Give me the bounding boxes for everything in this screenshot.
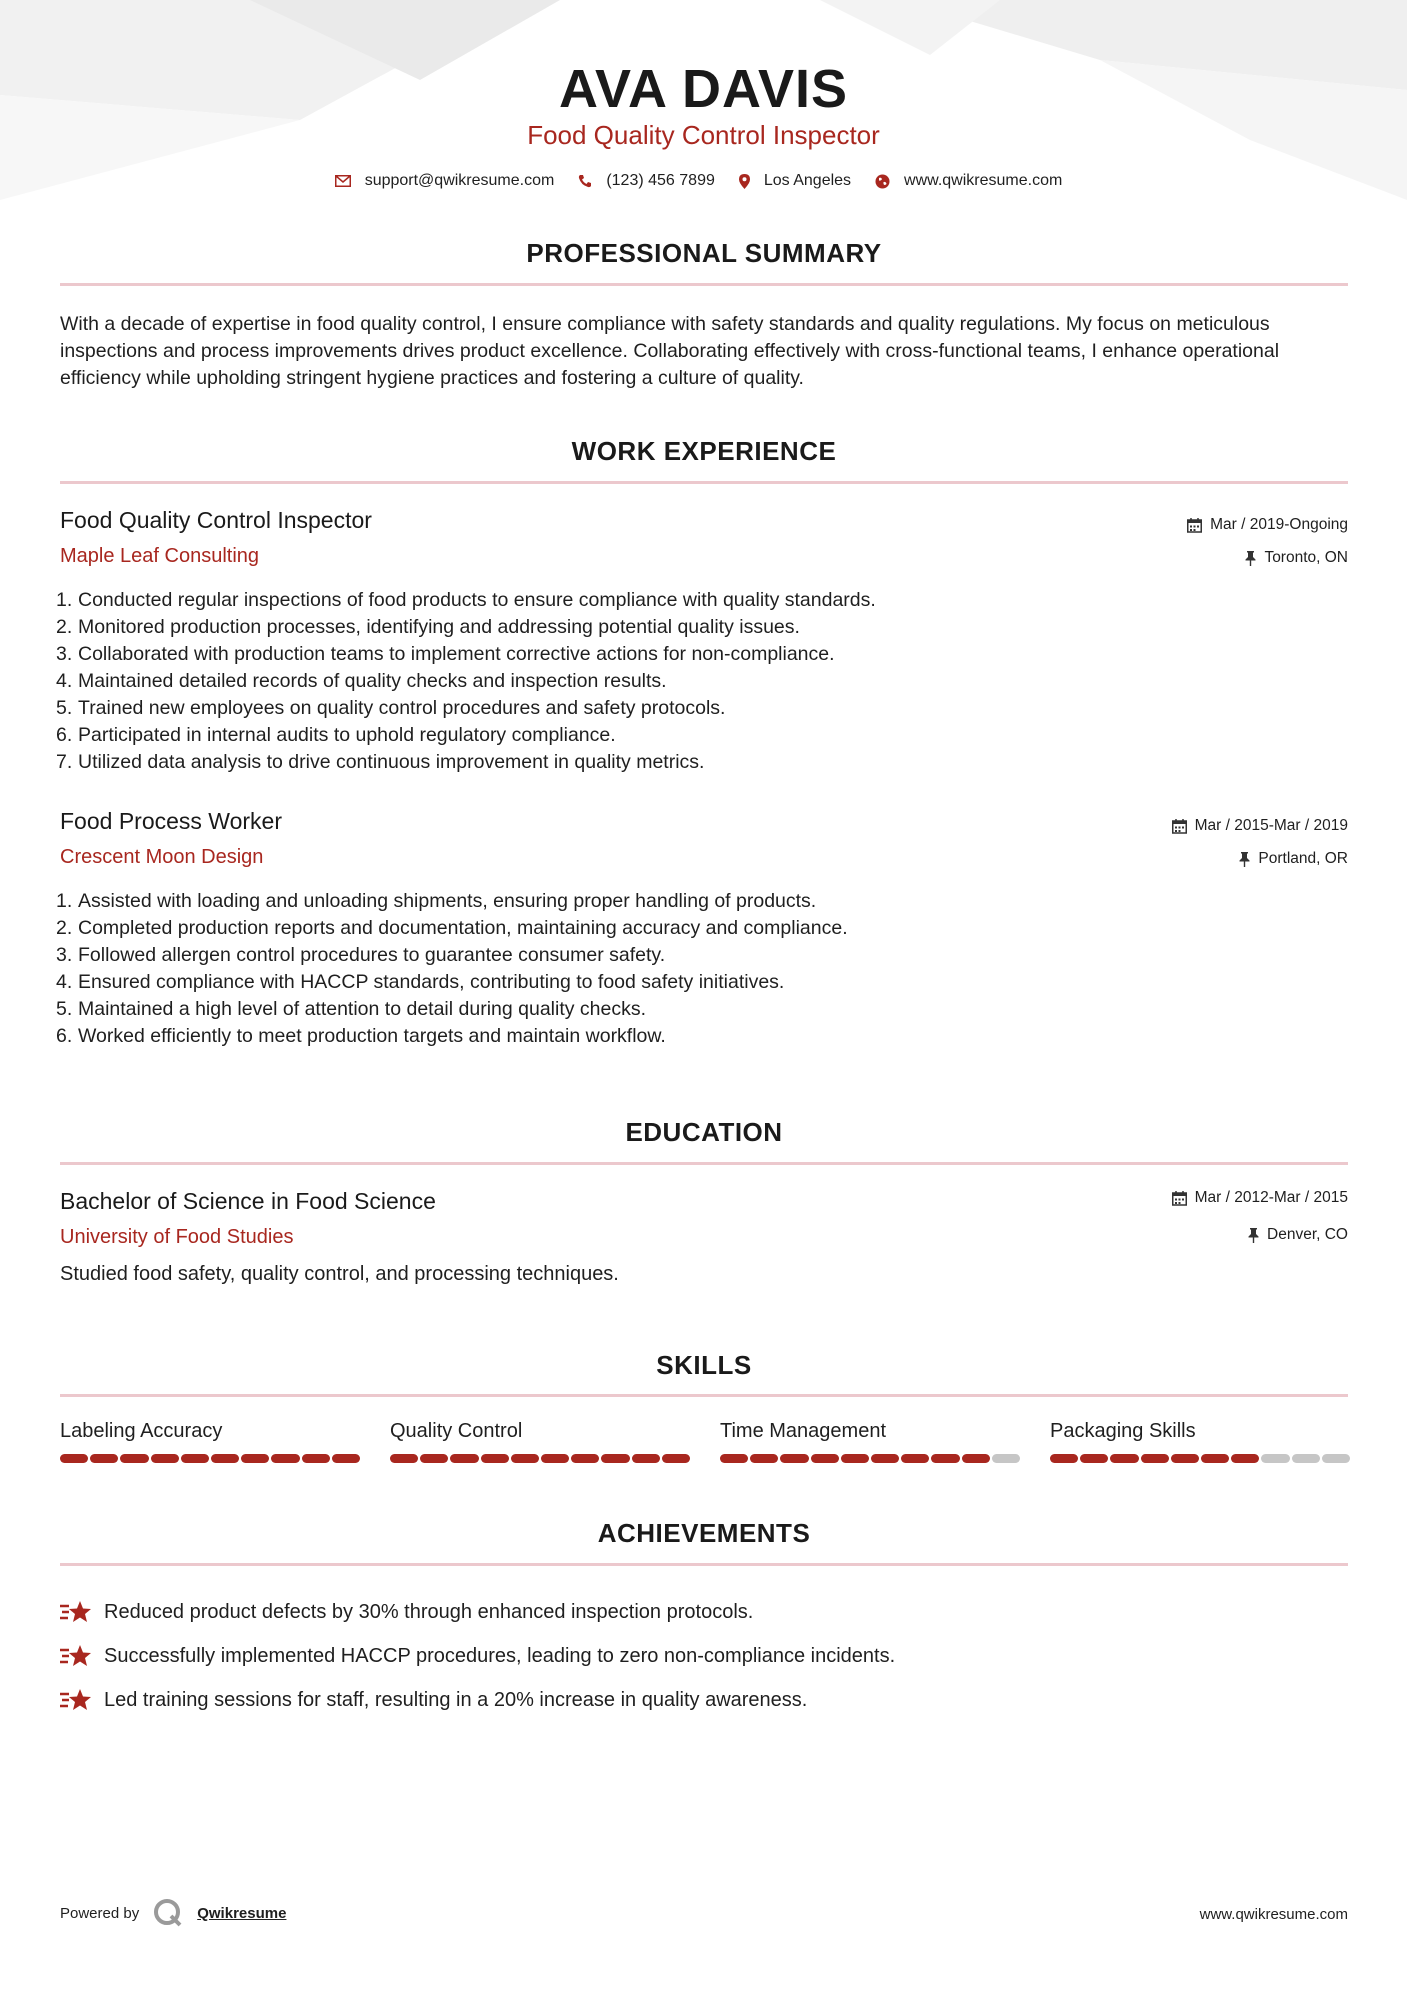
job-location xyxy=(1245,549,1348,567)
skill-name: Time Management xyxy=(720,1420,886,1442)
education-school: University of Food Studies xyxy=(60,1226,294,1248)
skill-segment-filled xyxy=(151,1454,179,1463)
qwikresume-logo-icon xyxy=(153,1898,183,1928)
job-dates-text: Mar / 2019-Ongoing xyxy=(1210,516,1348,533)
location-text: Los Angeles xyxy=(763,172,852,189)
list-item: 7. Utilized data analysis to drive continuous improvement in quality metrics. xyxy=(56,751,705,773)
skill-item xyxy=(1050,1420,1350,1463)
skill-segment-filled xyxy=(1171,1454,1199,1463)
skill-segment-filled xyxy=(601,1454,629,1463)
job-location-text: Portland, OR xyxy=(1258,850,1348,867)
skill-segment-filled xyxy=(931,1454,959,1463)
skill-segment-filled xyxy=(450,1454,478,1463)
education-location xyxy=(1248,1226,1348,1244)
skill-segment-filled xyxy=(211,1454,239,1463)
skill-segment-filled xyxy=(1141,1454,1169,1463)
skill-segment-empty xyxy=(1292,1454,1320,1463)
phone-text: (123) 456 7899 xyxy=(606,172,715,189)
skill-segment-filled xyxy=(841,1454,869,1463)
skill-segment-empty xyxy=(1322,1454,1350,1463)
phone-icon xyxy=(578,174,592,188)
contact-bar xyxy=(0,172,1407,190)
skill-segment-empty xyxy=(992,1454,1020,1463)
job-duties-list xyxy=(56,587,1256,776)
job-company: Maple Leaf Consulting xyxy=(60,545,260,567)
email-text: support@qwikresume.com xyxy=(364,172,555,189)
skill-segment-filled xyxy=(811,1454,839,1463)
list-item: Led training sessions for staff, resulting in a 20% increase in quality awareness. xyxy=(60,1678,1350,1722)
list-item: 2. Completed production reports and documentation, maintaining accuracy and compliance. xyxy=(56,917,848,939)
envelope-icon xyxy=(335,175,351,187)
job-company: Crescent Moon Design xyxy=(60,846,264,868)
achievements-divider xyxy=(60,1563,1348,1566)
footer-powered-by xyxy=(60,1898,286,1928)
skill-name: Labeling Accuracy xyxy=(60,1420,223,1442)
skill-segment-filled xyxy=(1231,1454,1259,1463)
education-description: Studied food safety, quality control, and processing techniques. xyxy=(60,1263,619,1285)
achievements-list xyxy=(60,1590,1350,1722)
job-location-text: Toronto, ON xyxy=(1264,549,1348,566)
list-item: Successfully implemented HACCP procedures, leading to zero non-compliance incidents. xyxy=(60,1634,1350,1678)
skill-segment-filled xyxy=(720,1454,748,1463)
skill-segment-filled xyxy=(571,1454,599,1463)
website-text: www.qwikresume.com xyxy=(904,172,1063,189)
education-degree: Bachelor of Science in Food Science xyxy=(60,1188,436,1214)
skill-level-bar xyxy=(720,1454,1020,1463)
summary-text: With a decade of expertise in food quality control, I ensure compliance with safety standards and quality regulations. My focus on meticulous inspections and process improvements drives product excellence. Collaborating effectively with cross-functional teams, I enhance operational efficiency while upholding stringent hygiene practices and fostering a culture of quality. xyxy=(60,313,1280,389)
skill-segment-filled xyxy=(780,1454,808,1463)
calendar-icon xyxy=(1172,1191,1187,1206)
skill-segment-filled xyxy=(632,1454,660,1463)
skill-segment-filled xyxy=(1110,1454,1138,1463)
skill-level-bar xyxy=(390,1454,690,1463)
list-item: 1. Conducted regular inspections of food products to ensure compliance with quality standards. xyxy=(56,589,876,611)
candidate-name: AVA DAVIS xyxy=(558,59,849,119)
pushpin-icon xyxy=(1248,1228,1259,1243)
list-item: 2. Monitored production processes, identifying and addressing potential quality issues. xyxy=(56,616,800,638)
list-item: 4. Ensured compliance with HACCP standards, contributing to food safety initiatives. xyxy=(56,971,785,993)
skill-segment-filled xyxy=(302,1454,330,1463)
list-item: Reduced product defects by 30% through enhanced inspection protocols. xyxy=(60,1590,1350,1634)
skill-segment-filled xyxy=(511,1454,539,1463)
star-icon xyxy=(60,1643,92,1669)
candidate-role: Food Quality Control Inspector xyxy=(527,120,880,150)
job-dates-text: Mar / 2015-Mar / 2019 xyxy=(1194,817,1348,834)
job-duties-list xyxy=(56,888,1256,1050)
calendar-icon xyxy=(1172,819,1187,834)
list-item: 5. Trained new employees on quality control procedures and safety protocols. xyxy=(56,697,726,719)
experience-divider xyxy=(60,481,1348,484)
star-icon xyxy=(60,1687,92,1713)
skill-segment-filled xyxy=(901,1454,929,1463)
globe-icon xyxy=(875,174,890,189)
skill-segment-filled xyxy=(332,1454,360,1463)
skill-segment-filled xyxy=(241,1454,269,1463)
skill-segment-filled xyxy=(1080,1454,1108,1463)
job-title: Food Quality Control Inspector xyxy=(60,507,372,533)
powered-by-text: Powered by xyxy=(60,1904,140,1922)
skills-list xyxy=(60,1420,1350,1463)
list-item: 4. Maintained detailed records of quality checks and inspection results. xyxy=(56,670,667,692)
education-dates xyxy=(1172,1189,1348,1207)
education-heading: EDUCATION xyxy=(625,1117,783,1147)
skill-level-bar xyxy=(60,1454,360,1463)
skill-item xyxy=(60,1420,360,1463)
pushpin-icon xyxy=(1245,551,1256,566)
list-item: 1. Assisted with loading and unloading shipments, ensuring proper handling of products. xyxy=(56,890,817,912)
skill-segment-empty xyxy=(1261,1454,1289,1463)
skill-name: Packaging Skills xyxy=(1050,1420,1196,1442)
skill-segment-filled xyxy=(541,1454,569,1463)
skill-segment-filled xyxy=(181,1454,209,1463)
achievements-heading: ACHIEVEMENTS xyxy=(597,1518,811,1548)
job-location xyxy=(1239,850,1348,868)
map-pin-icon xyxy=(739,174,750,189)
skill-segment-filled xyxy=(390,1454,418,1463)
list-item: 5. Maintained a high level of attention to detail during quality checks. xyxy=(56,998,647,1020)
list-item: 6. Participated in internal audits to uphold regulatory compliance. xyxy=(56,724,616,746)
footer-brand-link[interactable]: Qwikresume xyxy=(197,1904,287,1922)
summary-divider xyxy=(60,283,1348,286)
list-item: 3. Followed allergen control procedures to guarantee consumer safety. xyxy=(56,944,666,966)
star-icon xyxy=(60,1599,92,1625)
pushpin-icon xyxy=(1239,852,1250,867)
skill-segment-filled xyxy=(420,1454,448,1463)
skill-item xyxy=(720,1420,1020,1463)
contact-location xyxy=(739,172,851,190)
footer-website-link[interactable]: www.qwikresume.com xyxy=(1199,1906,1348,1923)
skill-segment-filled xyxy=(1050,1454,1078,1463)
skill-item xyxy=(390,1420,690,1463)
skills-divider xyxy=(60,1394,1348,1397)
list-item: 6. Worked efficiently to meet production targets and maintain workflow. xyxy=(56,1025,666,1047)
job-title: Food Process Worker xyxy=(60,808,282,834)
skill-segment-filled xyxy=(871,1454,899,1463)
skill-segment-filled xyxy=(271,1454,299,1463)
education-dates-text: Mar / 2012-Mar / 2015 xyxy=(1194,1189,1348,1206)
skills-heading: SKILLS xyxy=(656,1350,752,1380)
skill-name: Quality Control xyxy=(390,1420,523,1442)
skill-segment-filled xyxy=(750,1454,778,1463)
contact-phone[interactable] xyxy=(578,172,715,190)
job-dates xyxy=(1172,817,1348,835)
skill-segment-filled xyxy=(60,1454,88,1463)
skill-segment-filled xyxy=(962,1454,990,1463)
skill-segment-filled xyxy=(90,1454,118,1463)
experience-heading: WORK EXPERIENCE xyxy=(571,436,837,466)
skill-segment-filled xyxy=(662,1454,690,1463)
calendar-icon xyxy=(1187,518,1202,533)
education-divider xyxy=(60,1162,1348,1165)
skill-segment-filled xyxy=(481,1454,509,1463)
skill-segment-filled xyxy=(1201,1454,1229,1463)
summary-heading: PROFESSIONAL SUMMARY xyxy=(526,238,882,268)
skill-level-bar xyxy=(1050,1454,1350,1463)
contact-email[interactable] xyxy=(335,172,555,190)
job-dates xyxy=(1187,516,1348,534)
contact-website[interactable] xyxy=(875,172,1062,190)
education-location-text: Denver, CO xyxy=(1267,1226,1348,1243)
list-item: 3. Collaborated with production teams to implement corrective actions for non-compliance. xyxy=(56,643,835,665)
skill-segment-filled xyxy=(120,1454,148,1463)
